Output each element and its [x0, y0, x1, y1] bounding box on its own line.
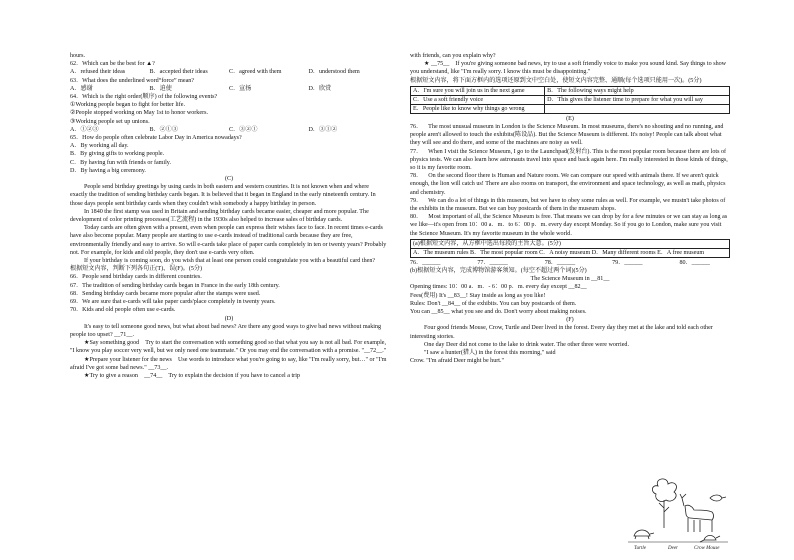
right-line: You can __85__ what you see and do. Don't worry about making noises.	[410, 309, 587, 316]
box-cell: B．The following ways might help	[545, 86, 730, 95]
answer-blank: 76．______	[410, 259, 441, 266]
answer-blank: 78．______	[544, 259, 576, 266]
left-line: 62．Which can be the best for ▲?	[70, 61, 157, 68]
right-line: The Science Museum in __81__	[530, 276, 610, 283]
left-line: 69．We are sure that e-cards will take paper cards'place completely in twenty years.	[70, 299, 276, 306]
right-line: Opening times: 10：00 a．m．- 6：00 p．m. every day except __82__	[410, 284, 587, 291]
option: C．宣扬	[229, 85, 252, 92]
right-line: Fees(费用) It's __83__! Stay inside as long as you like!	[410, 292, 546, 299]
option: A．refused their ideas	[70, 69, 126, 76]
box-cell	[545, 104, 730, 113]
left-line: ★Say something good Try to start the conversation with something good so that what you say is not all bad. For example, "I know you play soccer very well, but we only need one teammate." Or you may end the conversation with a promise. "__72__."	[70, 340, 388, 355]
right-line: 76． The most unusual museum in London is the Science Museum. In most museums, there's no shouting and no running, and people aren't allowed to touch the exhibits(陈设品). But the Science Museum is different. It's noisy! People can talk about what they will see and do there, and some of the machines are noisy as well.	[410, 124, 725, 147]
box-cell: A．The museum rules B．The most popular room C．A noisy museum D．Many different rooms E．A free museum	[411, 248, 730, 257]
left-line: People send birthday greetings by using cards in both eastern and western countries. It is not known when and where exactly the tradition of sending birthday cards began. It is believed that it began in England in the early nineteenth century. In those days people sent birthday cards when they couldn't wish somebody a happy birthday in person.	[70, 184, 378, 207]
left-line: ②People stopped working on May 1st to honor workers.	[70, 110, 208, 117]
box-cell: (a)根据短文内容，从方框中选出每段的主旨大意。(5分)	[411, 239, 730, 248]
right-line: 78． On the second floor there is Human and Nature room. We can compare our speed with animals there. If we aren't quick enough, the lion will catch us! There are also rooms on transport, the environment and space technology, as well as math, physics and chemistry.	[410, 173, 727, 196]
answer-blanks-row	[410, 259, 730, 267]
left-line: 68．Sending birthday cards became more popular after the stamps were used.	[70, 290, 261, 297]
left-line: 根据短文内容，判断下列各句正(T)、误(F)。(5分)	[70, 266, 203, 273]
left-line: C．By having fun with friends or family.	[70, 159, 171, 166]
option: A．①②③	[70, 126, 99, 133]
option-row	[70, 85, 388, 93]
right-line: ★ __75__ If you're giving someone bad news, try to use a soft friendly voice to make you sound kind. Say things to show you understand, like "I'm really sorry. I know this must be disappointing."	[410, 61, 728, 76]
animals-illustration	[628, 476, 728, 552]
left-line: (D)	[224, 315, 234, 322]
right-line: "I saw a hunter(猎人) in the forest this morning," said	[424, 350, 556, 357]
left-line: In 1840 the first stamp was used in Britain and sending birthday cards became easier, cheaper and more popular. The development of color printing processes(工艺流程) in the 1930s also helped to increase sales of birthday cards.	[70, 208, 371, 224]
option: D．understood them	[308, 69, 360, 76]
box-cell: D．This gives the listener time to prepare for what you will say	[545, 95, 730, 104]
option: D．③①②	[308, 126, 338, 133]
right-line: Four good friends Mouse, Crow, Turtle and Deer lived in the forest. Every day they met at the lake and told each other interesting stories.	[410, 325, 715, 340]
option: B．accepted their ideas	[149, 69, 208, 76]
right-line: 77． When I visit the Science Museum, I go to the Launchpad(发射台). This is the most popular room because there are lots of physics tests. We can also learn how astronauts travel into space and back again here. I'm really interested in those kinds of things, so it is my favorite room.	[410, 148, 730, 172]
option: D．欣赏	[308, 85, 332, 92]
left-line: It's easy to tell someone good news, but what about bad news? Are there any good ways to give bad news without making people too upset? __71__.	[70, 323, 383, 338]
box-cell: E．People like to know why things go wrong	[411, 104, 545, 113]
right-line: One day Deer did not come to the lake to drink water. The other three were worried.	[424, 341, 629, 348]
box-cell: A．I'm sure you will join us in the next game	[411, 86, 545, 95]
left-line: D．By having a big ceremony.	[70, 167, 146, 174]
right-line: with friends, can you explain why?	[410, 53, 496, 59]
left-line: (C)	[224, 176, 234, 183]
left-line: ★Prepare your listener for the news Use words to introduce what you're going to say, like "I'm really sorry, but…" or "I'm afraid I've got some bad news." __73__.	[70, 356, 388, 371]
left-line: ①Working people began to fight for better life.	[70, 102, 185, 109]
answer-blank: 77．______	[477, 259, 508, 266]
options-box	[410, 86, 730, 114]
answer-blank: 80．______	[679, 259, 710, 266]
left-line: 64．Which is the right order(顺序) of the following events?	[70, 94, 218, 101]
right-line: (E)	[566, 115, 574, 122]
right-line: (F)	[566, 317, 574, 324]
label-deer: Deer	[668, 546, 678, 551]
option-row	[70, 126, 388, 134]
option-row	[70, 68, 388, 76]
left-line: hours.	[70, 53, 86, 59]
left-line: B．By giving gifts to working people.	[70, 151, 165, 158]
option: A．感谢	[70, 85, 93, 92]
right-column	[410, 52, 730, 366]
left-line: 63．What does the underlined word“force” mean?	[70, 77, 195, 84]
right-line: Rules: Don't __84__ of the exhibits. You can buy postcards of them.	[410, 300, 577, 307]
left-line: 66．People send birthday cards in different countries.	[70, 274, 202, 281]
left-line: ③Working people set up unions.	[70, 118, 150, 125]
right-line: Crow. "I'm afraid Deer might be hurt."	[410, 358, 505, 365]
option: C．③②①	[229, 126, 258, 133]
right-line: 根据短文内容，将下面方框内的选项还原到文中空白处，使短文内容完整、通顺(每个选项只能用一次)。(5分)	[410, 77, 702, 84]
option: B．②①③	[149, 126, 178, 133]
left-line: A．By working all day.	[70, 143, 129, 150]
left-line: ★Try to give a reason __74__ Try to explain the decision if you have to cancel a trip	[84, 372, 300, 379]
left-column	[70, 52, 388, 380]
right-line: (b)根据短文内容，完成博物馆游客须知。(每空不超过两个词)(5分)	[410, 268, 587, 275]
right-line: 79． We can do a lot of things in this museum, but we have to obey some rules as well. For example, we mustn't take photos of the exhibits in the museum. But we can buy postcards of them in the museum shops.	[410, 197, 727, 213]
option: B．迫使	[149, 85, 172, 92]
label-crow-mouse: Crow Mouse	[694, 546, 720, 551]
right-line: 80． Most important of all, the Science Museum is free. That means we can drop by for a few minutes or we can stay as long as we like—it's open from 10：00 a．m．to 6：00 p．m. every day except Monday. So if you go to London, make sure you visit the Science Museum. It's my favorite museum in the whole world.	[410, 214, 729, 237]
answer-blank: 79．______	[612, 259, 643, 266]
option: C．agreed with them	[229, 69, 282, 76]
left-line: 70．Kids and old people often use e-cards.	[70, 307, 176, 314]
left-line: If your birthday is coming soon, do you wish that at least one person could congratulate you with a beautiful card then?	[84, 258, 376, 265]
left-line: Today cards are often given with a present, even when people can express their wishes face to face. In recent times e-cards have also become popular. Many people are starting to use e-cards instead of traditional cards because they are free, environmentally friendly and easy to arrive. So will e-cards take place of paper cards completely in ten or twenty years? Probably not. For example, for kids and old people, they don't use e-cards very often.	[70, 225, 388, 256]
box-cell: C．Use a soft friendly voice	[411, 95, 545, 104]
label-turtle: Turtle	[634, 546, 646, 551]
options-box	[410, 239, 730, 258]
left-line: 67．The tradition of sending birthday cards began in France in the early 18th century.	[70, 282, 280, 289]
left-line: 65．How do people often celebrate Labor Day in America nowadays?	[70, 135, 242, 142]
